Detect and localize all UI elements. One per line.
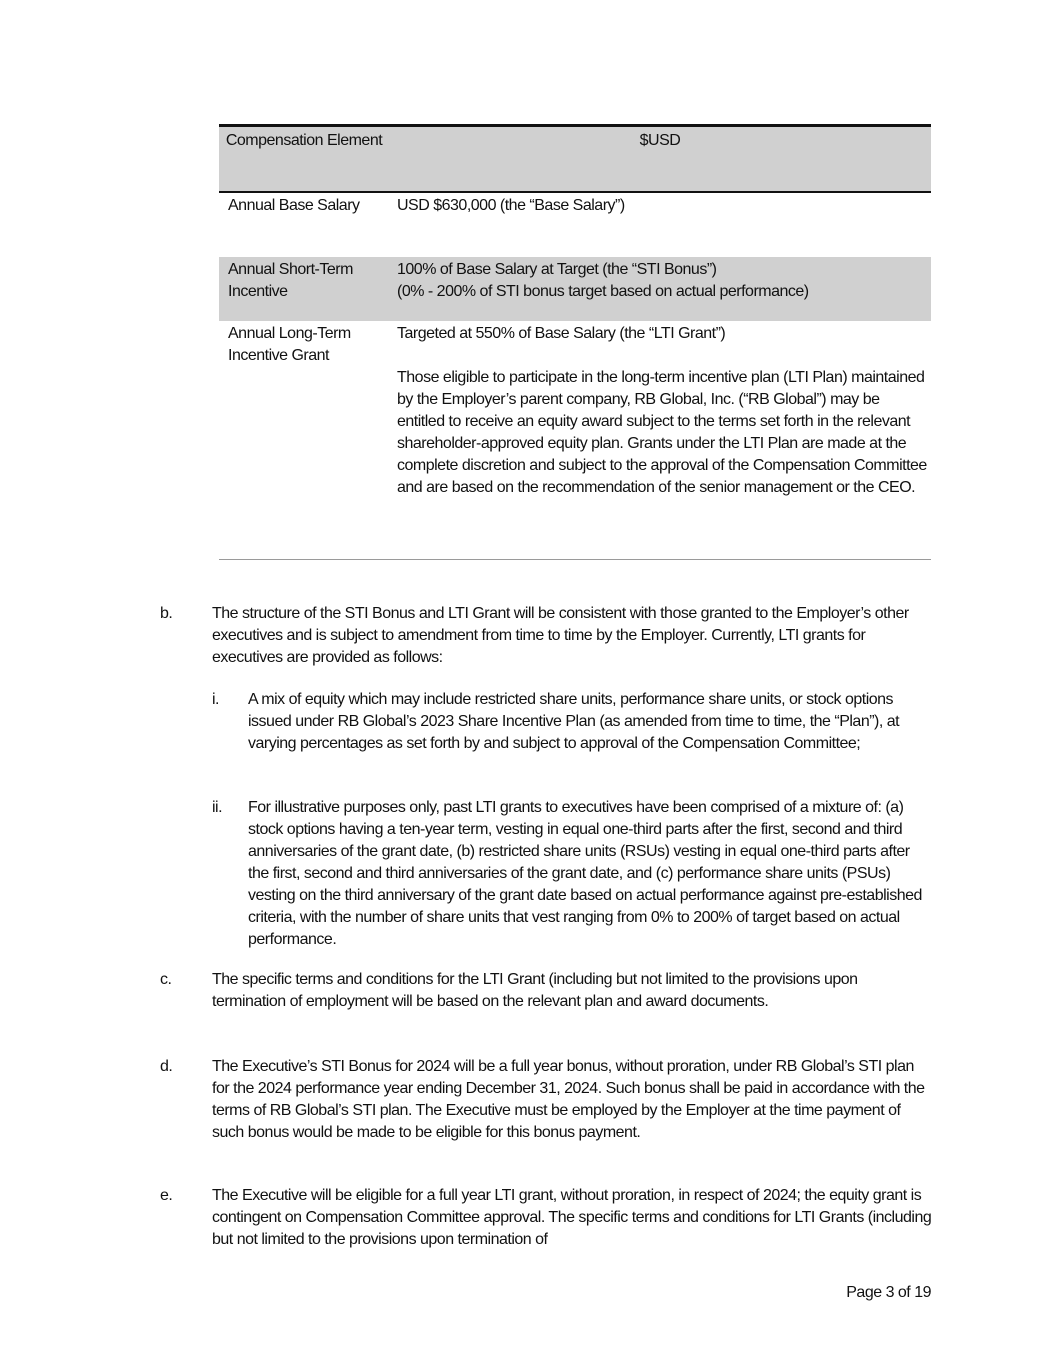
table-row	[219, 193, 931, 257]
row-value-line: (0% - 200% of STI bonus target based on actual performance)	[397, 283, 809, 300]
compensation-table	[219, 124, 931, 560]
list-marker: c.	[160, 971, 172, 988]
header-usd: $USD	[639, 132, 681, 149]
row-element-label: Annual Short-Term Incentive	[228, 261, 353, 300]
list-item-text: For illustrative purposes only, past LTI grants to executives have been comprised of a mixture of: (a) stock options having a ten-year term, vesting in equal one-third parts after the first, second and third anniversaries of the grant date, (b) restricted share units (RSUs) vesting in equal one-third parts after the first, second and third anniversaries of the grant date, and (c) performance share units (PSUs) vesting on the third anniversary of the grant date based on actual performance against pre-established criteria, with the number of share units that vest ranging from 0% to 200% of target based on actual performance.	[248, 799, 922, 948]
row-value	[397, 259, 927, 303]
list-item-text: The Executive’s STI Bonus for 2024 will be a full year bonus, without proration, under RB Global’s STI plan for the 2024 performance year ending December 31, 2024. Such bonus shall be paid in accordance with the terms of RB Global’s STI plan. The Executive must be employed by the Employer at the time payment of such bonus would be made to be eligible for this bonus payment.	[212, 1058, 925, 1141]
list-marker: d.	[160, 1058, 173, 1075]
header-compensation-element: Compensation Element	[225, 132, 383, 149]
list-item-text: The specific terms and conditions for the LTI Grant (including but not limited to the provisions upon termination of employment will be based on the relevant plan and award documents.	[212, 971, 858, 1010]
row-value-line: 100% of Base Salary at Target (the “STI Bonus”)	[397, 261, 717, 278]
table-header	[219, 124, 931, 193]
row-value-line: Targeted at 550% of Base Salary (the “LTI Grant”)	[397, 325, 726, 342]
page-number: Page 3 of 19	[846, 1284, 931, 1301]
list-marker: i.	[212, 691, 219, 708]
list-marker: ii.	[212, 799, 223, 816]
row-element-label: Annual Base Salary	[228, 197, 360, 214]
list-item-text: A mix of equity which may include restricted share units, performance share units, or stock options issued under RB Global’s 2023 Share Incentive Plan (as amended from time to time, the “Plan”), at varying percentages as set forth by and subject to approval of the Compensation Committee;	[248, 691, 900, 752]
row-element-label: Annual Long-Term Incentive Grant	[228, 325, 351, 364]
list-marker: e.	[160, 1187, 173, 1204]
table-bottom-rule	[219, 559, 931, 560]
table-row	[219, 257, 931, 321]
row-value: USD $630,000 (the “Base Salary”)	[397, 197, 625, 214]
row-value-paragraph: Those eligible to participate in the long-term incentive plan (LTI Plan) maintained by the Employer’s parent company, RB Global, Inc. (“RB Global”) may be entitled to receive an equity award subject to the terms set forth in the relevant shareholder-approved equity plan. Grants under the LTI Plan are made at the complete discretion and subject to the approval of the Compensation Committee and are based on the recommendation of the senior management or the CEO.	[397, 369, 927, 496]
table-row	[219, 321, 931, 559]
list-marker: b.	[160, 605, 173, 622]
list-item-text: The Executive will be eligible for a full year LTI grant, without proration, in respect of 2024; the equity grant is contingent on Compensation Committee approval. The specific terms and conditions for LTI Grants (including but not limited to the provisions upon termination of	[212, 1187, 932, 1248]
list-item-text: The structure of the STI Bonus and LTI Grant will be consistent with those granted to the Employer’s other executives and is subject to amendment from time to time by the Employer. Currently, LTI grants for executives are provided as follows:	[212, 605, 909, 666]
row-value	[397, 323, 927, 499]
